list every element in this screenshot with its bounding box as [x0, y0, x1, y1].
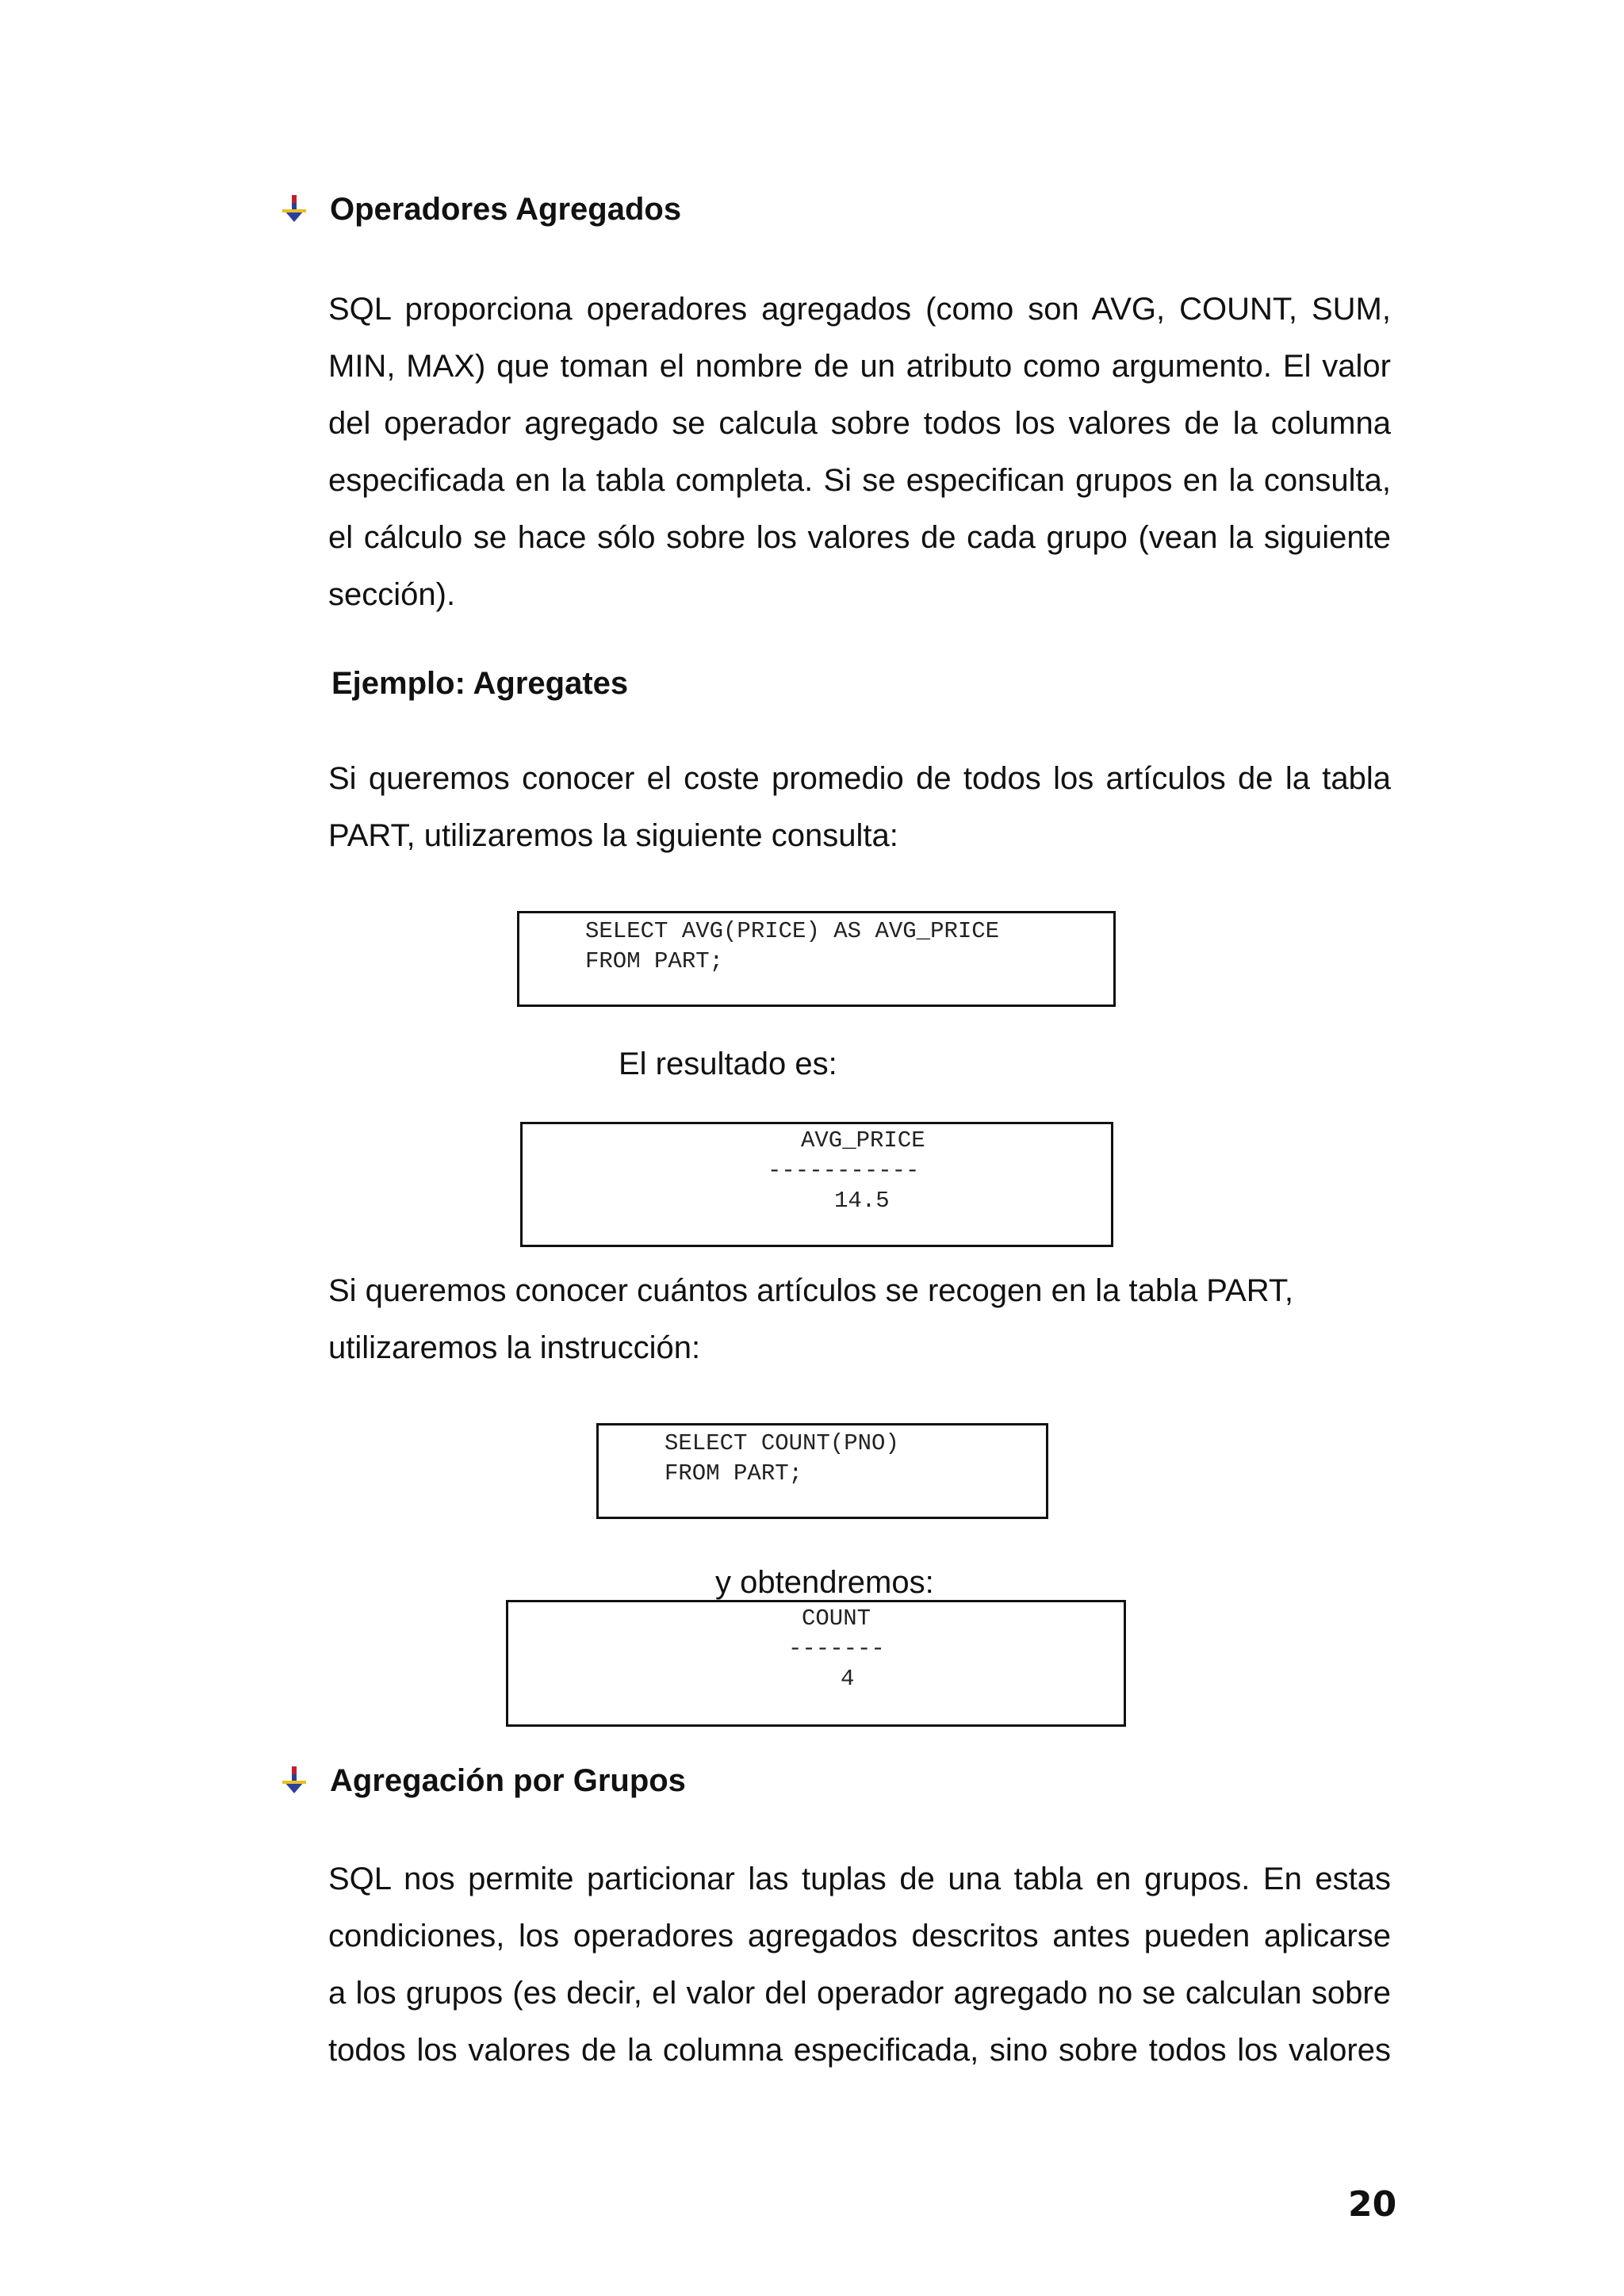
paragraph-line: PART, utilizaremos la siguiente consulta: [328, 818, 898, 853]
paragraph-line: MIN, MAX) que toman el nombre de un atributo como argumento. El valor [328, 349, 1391, 384]
paragraph-line: utilizaremos la instrucción: [328, 1330, 701, 1365]
page-number: 20 [1348, 2184, 1397, 2225]
result2-label: y obtendremos: [715, 1565, 934, 1600]
code-line: ----------- [768, 1158, 920, 1184]
paragraph-line: del operador agregado se calcula sobre todos los valores de la columna [328, 406, 1391, 441]
paragraph-line: Si queremos conocer cuántos artículos se recogen en la tabla PART, [328, 1273, 1293, 1308]
query-box-avg [517, 911, 1116, 1007]
code-line: 4 [841, 1666, 855, 1692]
paragraph-operadores [328, 281, 1391, 623]
section-heading-operadores: Operadores Agregados [330, 192, 682, 227]
query-box-count [596, 1423, 1048, 1519]
paragraph-line: todos los valores de la columna especificada, sino sobre todos los valores [328, 2033, 1391, 2068]
code-line: FROM PART; [665, 1460, 803, 1487]
paragraph-line: condiciones, los operadores agregados descritos antes pueden aplicarse [328, 1919, 1391, 1954]
paragraph-line: especificada en la tabla completa. Si se especifican grupos en la consulta, [328, 463, 1391, 498]
count-intro [328, 1262, 1375, 1376]
result-label: El resultado es: [619, 1047, 837, 1081]
example-heading: Ejemplo: Agregates [331, 666, 629, 701]
paragraph-line: Si queremos conocer el coste promedio de todos los artículos de la tabla [328, 761, 1391, 796]
code-line: FROM PART; [585, 948, 724, 974]
paragraph-agregacion [328, 1850, 1391, 2079]
paragraph-line: SQL proporciona operadores agregados (como son AVG, COUNT, SUM, [328, 292, 1391, 327]
code-line: SELECT AVG(PRICE) AS AVG_PRICE [585, 918, 1000, 944]
paragraph-line: sección). [328, 577, 456, 612]
example-intro [328, 750, 1391, 864]
paragraph-line: a los grupos (es decir, el valor del operador agregado no se calculan sobre [328, 1976, 1391, 2011]
code-line: SELECT COUNT(PNO) [665, 1430, 899, 1456]
code-line: AVG_PRICE [801, 1127, 925, 1154]
result-box-count [506, 1600, 1126, 1727]
result-box-avg [520, 1122, 1113, 1247]
code-line: COUNT [802, 1605, 871, 1632]
bullet-arrow-icon [282, 1766, 306, 1793]
section-heading-agregacion: Agregación por Grupos [330, 1763, 686, 1798]
code-line: 14.5 [834, 1188, 890, 1214]
paragraph-line: SQL nos permite particionar las tuplas de una tabla en grupos. En estas [328, 1862, 1391, 1896]
paragraph-line: el cálculo se hace sólo sobre los valores de cada grupo (vean la siguiente [328, 520, 1391, 555]
bullet-arrow-icon [282, 195, 306, 222]
code-line: ------- [788, 1636, 885, 1662]
